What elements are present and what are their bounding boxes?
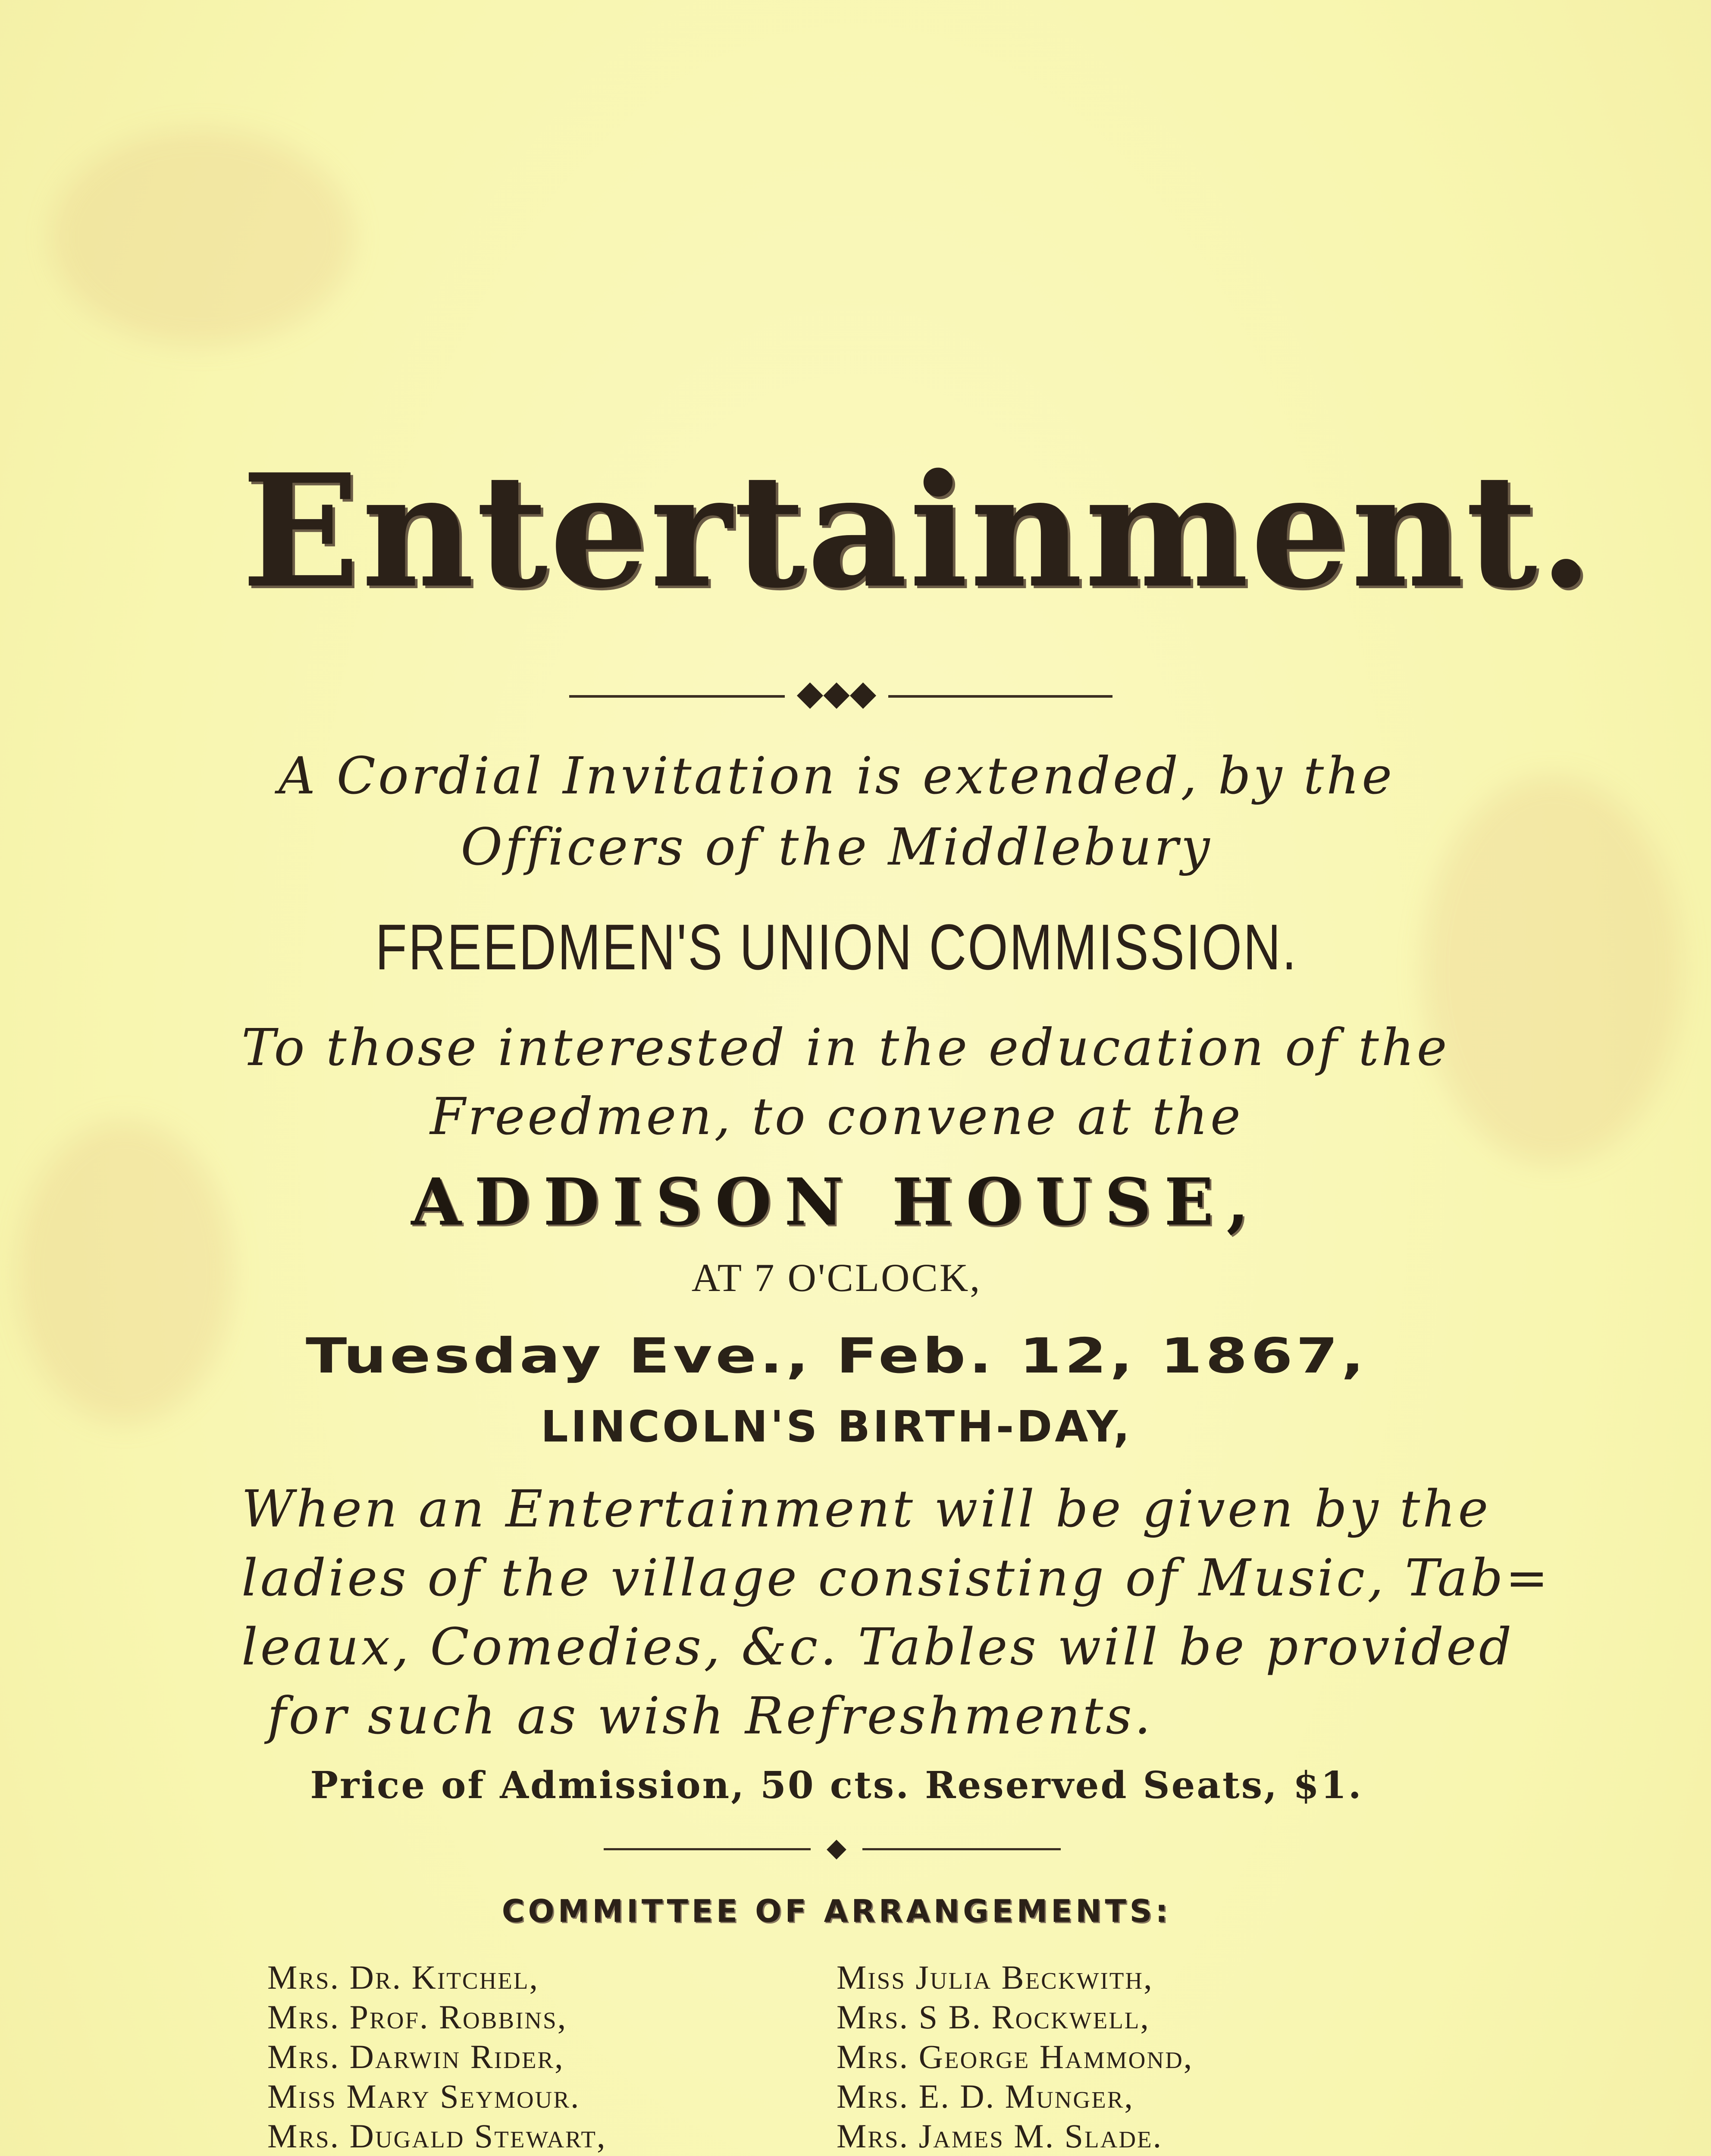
description-line-4: for such as wish Refreshments. — [267, 1686, 1153, 1745]
occasion: LINCOLN'S BIRTH-DAY, — [541, 1401, 1132, 1452]
committee-member: Mrs. Darwin Rider, — [267, 2038, 564, 2075]
committee-list-left — [267, 1958, 631, 2156]
invitation-line-1: A Cordial Invitation is extended, by the — [278, 746, 1395, 805]
committee-member: Mrs. James M. Slade. — [837, 2117, 1163, 2155]
committee-member: Mrs. George Hammond, — [837, 2038, 1194, 2075]
purpose-line-2: Freedmen, to convene at the — [430, 1087, 1243, 1146]
committee-member: Miss Julia Beckwith, — [837, 1959, 1153, 1996]
event-date: Tuesday Eve., Feb. 12, 1867, — [305, 1328, 1368, 1384]
divider-rule-right — [862, 1848, 1061, 1850]
description-line-3: leaux, Comedies, &c. Tables will be provided — [241, 1617, 1514, 1677]
committee-member: Mrs. Prof. Robbins, — [267, 1998, 567, 2036]
description-line-1: When an Entertainment will be given by the — [241, 1479, 1491, 1539]
venue-name: ADDISON HOUSE, — [411, 1164, 1262, 1240]
page-title: Entertainment. — [241, 440, 1595, 622]
ornament-rule-left — [569, 695, 785, 698]
committee-member: Mrs. Dugald Stewart, — [267, 2117, 607, 2155]
organization-name: FREEDMEN'S UNION COMMISSION. — [375, 911, 1298, 983]
committee-member: Mrs. Dr. Kitchel, — [267, 1959, 539, 1996]
invitation-line-2: Officers of the Middlebury — [461, 817, 1213, 877]
purpose-line-1: To those interested in the education of the — [241, 1018, 1450, 1077]
committee-member: Miss Mary Seymour. — [267, 2078, 580, 2115]
committee-member: Mrs. S B. Rockwell, — [837, 1998, 1150, 2036]
committee-list-right — [837, 1958, 1193, 2156]
description-line-2: ladies of the village consisting of Music, Tab= — [241, 1548, 1551, 1608]
divider-rule-left — [604, 1848, 811, 1850]
ornament-rule-right — [888, 695, 1112, 698]
admission-price: Price of Admission, 50 cts. Reserved Seats, $1. — [310, 1764, 1363, 1807]
divider-ornament: ◆ — [826, 1833, 847, 1863]
committee-heading: COMMITTEE OF ARRANGEMENTS: — [501, 1893, 1172, 1929]
committee-member: Mrs. E. D. Munger, — [837, 2078, 1134, 2115]
event-time: AT 7 O'CLOCK, — [691, 1256, 982, 1300]
ornament-flourish: ◆◆◆ — [796, 673, 877, 713]
